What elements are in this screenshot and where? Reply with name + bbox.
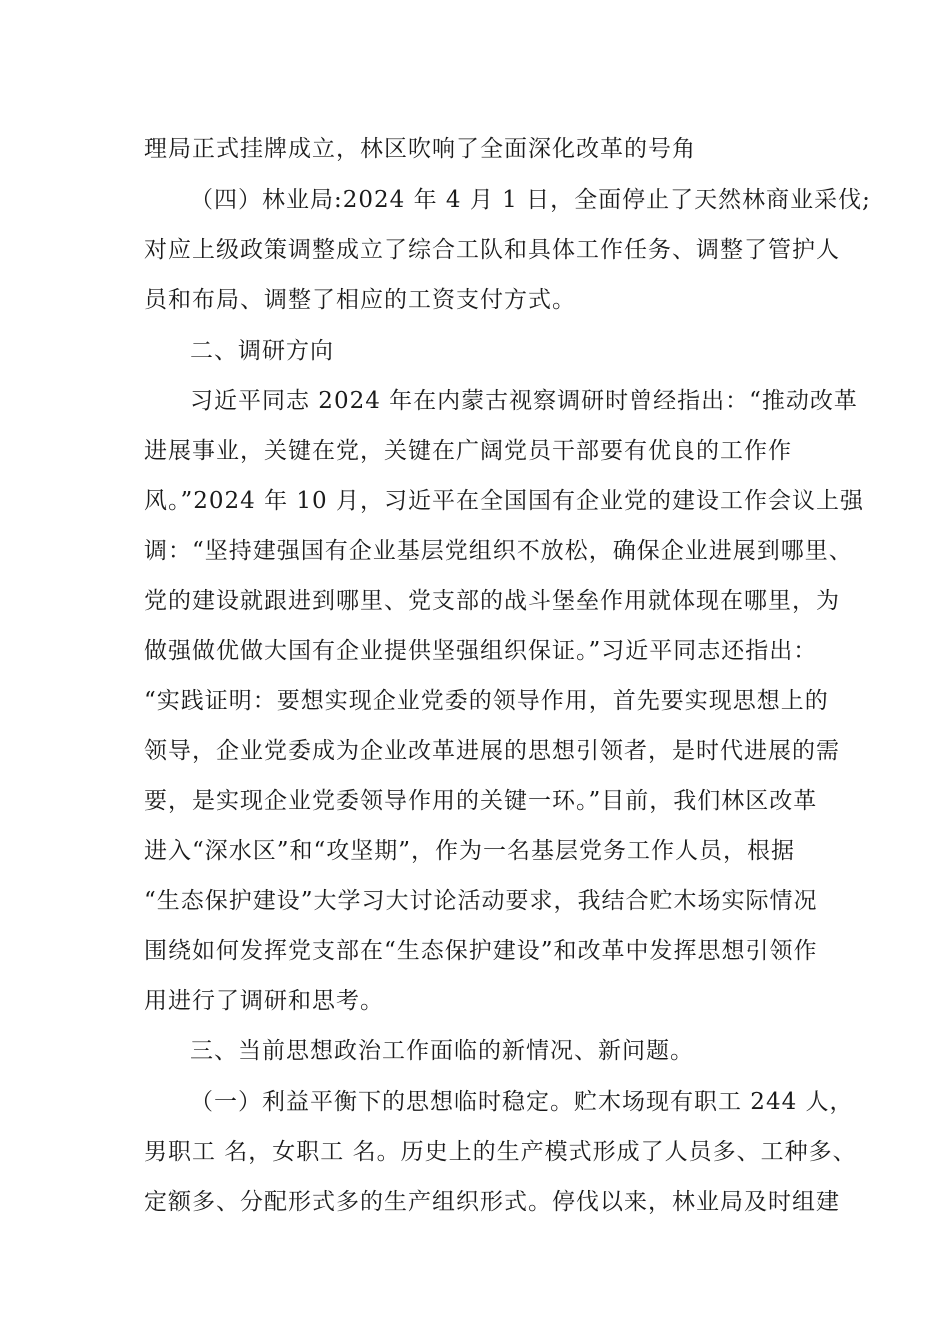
body-text-line: 用进行了调研和思考。 <box>144 988 384 1014</box>
section-four-forestry-bureau: （四）林业局:2024 年 4 月 1 日，全面停止了天然林商业采伐; <box>190 187 871 213</box>
body-text-line: 对应上级政策调整成立了综合工队和具体工作任务、调整了管护人 <box>144 237 840 263</box>
body-text-line: 调：“坚持建强国有企业基层党组织不放松，确保企业进展到哪里、 <box>144 538 853 564</box>
body-text-line: 男职工 名，女职工 名。历史上的生产模式形成了人员多、工种多、 <box>144 1139 857 1165</box>
subsection-one-heading: （一）利益平衡下的思想临时稳定。贮木场现有职工 244 人， <box>190 1089 854 1115</box>
body-text-line: “实践证明：要想实现企业党委的领导作用，首先要实现思想上的 <box>144 688 829 714</box>
body-text-line: 进展事业，关键在党，关键在广阔党员干部要有优良的工作作 <box>144 438 792 464</box>
body-text-line: 风。”2024 年 10 月，习近平在全国国有企业党的建设工作会议上强 <box>144 488 864 514</box>
body-text-line: 领导，企业党委成为企业改革进展的思想引领者，是时代进展的需 <box>144 738 840 764</box>
body-text-line: 理局正式挂牌成立，林区吹响了全面深化改革的号角 <box>144 136 696 162</box>
body-text-line: 做强做优做大国有企业提供坚强组织保证。”习近平同志还指出： <box>144 638 818 664</box>
section-heading-research-direction: 二、调研方向 <box>190 338 334 364</box>
body-text-line: 员和布局、调整了相应的工资支付方式。 <box>144 287 576 313</box>
body-text-line: 要，是实现企业党委领导作用的关键一环。”目前，我们林区改革 <box>144 788 818 814</box>
body-text-line: “生态保护建设”大学习大讨论活动要求，我结合贮木场实际情况 <box>144 888 818 914</box>
body-text-line: 进入“深水区”和“攻坚期”，作为一名基层党务工作人员，根据 <box>144 838 796 864</box>
body-text-line: 定额多、分配形式多的生产组织形式。停伐以来，林业局及时组建 <box>144 1189 840 1215</box>
body-text-line: 围绕如何发挥党支部在“生态保护建设”和改革中发挥思想引领作 <box>144 938 818 964</box>
section-heading-new-situations: 三、当前思想政治工作面临的新情况、新问题。 <box>190 1038 694 1064</box>
body-text-line: 党的建设就跟进到哪里、党支部的战斗堡垒作用就体现在哪里，为 <box>144 588 840 614</box>
body-text-line: 习近平同志 2024 年在内蒙古视察调研时曾经指出：“推动改革 <box>190 388 858 414</box>
